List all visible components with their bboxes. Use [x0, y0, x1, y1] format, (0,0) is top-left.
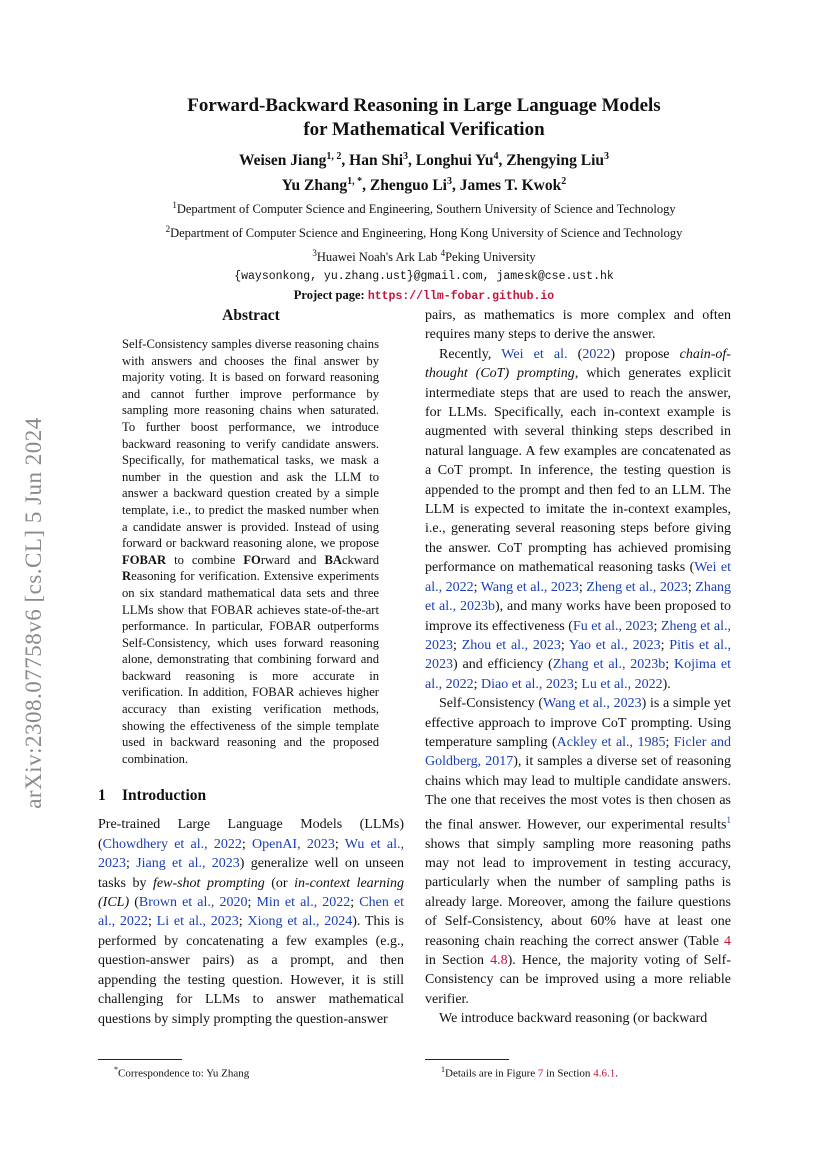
- paper-header: [90, 94, 758, 306]
- citation-link[interactable]: Yao et al., 2023: [569, 637, 661, 653]
- abstract-acronym-letter: BA: [324, 552, 342, 567]
- text-run: (: [567, 346, 583, 362]
- author-name: Yu Zhang: [281, 177, 348, 195]
- text-run: ;: [453, 637, 462, 653]
- cross-reference-link[interactable]: 4: [724, 933, 731, 949]
- italic-term: chain-of-thought (CoT) prompting: [425, 346, 731, 382]
- affil-mark: 2: [165, 223, 171, 234]
- section-number: 1: [98, 787, 106, 805]
- text-run: shows that simply sampling more reasoning paths may not lead to improvement in testing accuracy, particularly when the number of sampling paths is already large. Moreover, among the failure questions of Self-Consistency, about 60% have at least one reasoning chain reaching the correct answer (Table: [425, 836, 731, 949]
- author-affil-mark: 3: [446, 176, 452, 188]
- citation-link[interactable]: Zhang et al., 2023b: [552, 657, 666, 673]
- affil-text: Department of Computer Science and Engineering, Southern University of Science and Technology: [176, 202, 676, 217]
- author-affil-mark: 1, 2: [326, 151, 342, 162]
- citation-link[interactable]: Lu et al., 2022: [581, 676, 663, 692]
- footnote-mark: *: [114, 1065, 118, 1074]
- arxiv-stamp: [10, 378, 58, 848]
- citation-link[interactable]: Xiong et al., 2024: [247, 914, 353, 930]
- text-run: ;: [247, 895, 257, 911]
- citation-link[interactable]: Wu et al., 2023: [98, 836, 404, 872]
- text-run: We introduce backward reasoning (or backward: [439, 1011, 708, 1027]
- citation-link[interactable]: Kojima et al., 2022: [425, 657, 731, 692]
- footnote-text: Correspondence to: Yu Zhang: [118, 1067, 250, 1080]
- text-run: (: [129, 895, 139, 911]
- text-run: ;: [241, 836, 252, 852]
- affiliation-2: [90, 220, 758, 244]
- author-name: Longhui Yu: [415, 152, 494, 170]
- abstract-text: [122, 336, 379, 767]
- title-line-2: for Mathematical Verification: [303, 119, 545, 140]
- project-url-link[interactable]: https://llm-fobar.github.io: [367, 290, 555, 304]
- text-run: ). This is performed by concatenating a few examples (e.g., question-answer pairs) as a prompt, and then appending the testing question. However, it is still challenging for LLMs to answer mathematical questions by simply prompting the question-answer: [98, 914, 404, 1027]
- text-run: ;: [687, 579, 696, 595]
- text-run: ;: [473, 676, 481, 692]
- authors-line-1: Weisen Jiang$^{1, 2}$, Han Shi$^3$, Longhui Yu$^4$, Zhengying Liu$^3$: [238, 151, 609, 170]
- author-name: James T. Kwok: [459, 177, 562, 195]
- text-run: ;: [147, 914, 157, 930]
- text-run: ) generalize well on unseen tasks by: [98, 856, 405, 891]
- abstract-part: Self-Consistency samples diverse reasoning chains with answers and chooses the final answer by majority voting. It is based on forward reasoning and cannot further improve performance by sampling more reasoning chains when saturated. To further boost performance, we introduce backward reasoning to verify candidate answers. Specifically, for mathematical tasks, we mask a number in the question and ask the LLM to answer a backward question created by a simple template, i.e., to predict the masked number when a candidate answer is provided. Instead of using forward or backward reasoning alone, we propose: [122, 337, 379, 551]
- abstract-part: for verification. Extensive experiments on six standard mathematical data sets and three LLMs show that FOBAR achieves state-of-the-art performance. In particular, FOBAR outperforms Self-Consistency, which uses forward reasoning alone, demonstrating that combining forward and backward reasoning is more accurate in verification. In addition, FOBAR achieves higher accuracy than existing verification methods, showing the effectiveness of the simple template used in backward reasoning and the proposed combination.: [122, 569, 379, 766]
- title-line-1: Forward-Backward Reasoning in Large Language Models: [187, 95, 661, 116]
- text-run: ;: [653, 618, 661, 634]
- text-run: in Section: [425, 953, 491, 969]
- abstract-acronym-letter: R: [122, 569, 132, 584]
- citation-link[interactable]: Wei et al.: [501, 346, 568, 362]
- intro-paragraph-self-consistency: [425, 694, 731, 1009]
- abstract-part: rward and: [260, 552, 325, 567]
- affil-text: Huawei Noah's Ark Lab: [316, 249, 441, 264]
- intro-paragraph-1: [98, 815, 404, 1028]
- intro-paragraph-backward: [425, 1009, 731, 1028]
- citation-link[interactable]: Li et al., 2023: [156, 914, 239, 930]
- text-run: (or: [264, 875, 295, 891]
- paper-title: [90, 94, 758, 142]
- citation-link[interactable]: 2022: [582, 346, 611, 362]
- italic-term: few-shot prompting: [153, 875, 265, 891]
- citation-link[interactable]: Chen et al., 2022: [98, 895, 405, 930]
- footnote-rule-right: [425, 1059, 509, 1060]
- text-run: ), and many works have been proposed to improve its effectiveness (: [425, 599, 731, 634]
- text-run: ;: [660, 637, 670, 653]
- authors-line-2: Yu Zhang$^{1, *}$, Zhenguo Li$^3$, James T. Kwok$^2$: [281, 176, 567, 195]
- author-affil-mark: 2: [561, 176, 567, 188]
- citation-link[interactable]: Min et al., 2022: [256, 895, 351, 911]
- text-run: ).: [662, 676, 671, 692]
- author-emails: {waysonkong, yu.zhang.ust}@gmail.com, jamesk@cse.ust.hk: [234, 270, 614, 284]
- project-page: [90, 286, 758, 306]
- affil-mark: 1: [172, 200, 177, 211]
- author-name: Han Shi: [349, 152, 404, 170]
- text-run: ;: [126, 856, 137, 872]
- text-run: ;: [473, 579, 481, 595]
- text-run: ;: [560, 637, 570, 653]
- citation-link[interactable]: Zhou et al., 2023: [461, 637, 561, 653]
- text-run: ) and efficiency (: [453, 657, 553, 673]
- affil-mark: 4: [440, 247, 446, 258]
- citation-link[interactable]: Jiang et al., 2023: [136, 856, 240, 872]
- footnote-text: in Section: [543, 1067, 594, 1080]
- citation-link[interactable]: Fu et al., 2023: [572, 618, 654, 634]
- citation-link[interactable]: Wang et al., 2023: [543, 696, 642, 712]
- section-heading-introduction: [98, 786, 404, 806]
- citation-link[interactable]: Zheng et al., 2023: [425, 618, 731, 653]
- affil-text: Department of Computer Science and Engineering, Hong Kong University of Science and Technology: [170, 226, 683, 241]
- footnote-marker-link[interactable]: 1: [726, 814, 731, 825]
- affiliation-1: [90, 196, 758, 220]
- citation-link[interactable]: Diao et al., 2023: [481, 676, 574, 692]
- text-run: Pre-trained Large Language Models (LLMs) (: [98, 817, 404, 852]
- right-column: [425, 306, 731, 1029]
- text-run: ;: [578, 579, 587, 595]
- text-run: Recently,: [439, 346, 502, 362]
- text-run: , which generates explicit intermediate steps that are used to reach the answer, for LLMs. Specifically, each in-context example is augmented with several thinking steps described in natural language. A few examples are concatenated as a CoT prompt. In inference, the testing question is appended to the prompt and then fed to an LLM. The LLM is expected to imitate the in-context examples, i.e., generating several reasoning steps before giving the answer. CoT prompting has achieved promising performance on mathematical reasoning tasks (: [425, 366, 732, 576]
- author-affil-mark: 3: [604, 151, 609, 162]
- citation-link[interactable]: Wei et al., 2022: [425, 560, 731, 595]
- footnote-correspondence: [114, 1063, 249, 1081]
- citation-link[interactable]: Wang et al., 2023: [480, 579, 579, 595]
- text-run: ;: [350, 895, 360, 911]
- italic-term: in-context learning (ICL): [98, 875, 405, 911]
- text-run: Self-Consistency (: [439, 696, 544, 712]
- citation-link[interactable]: Ficler and Goldberg, 2017: [425, 734, 732, 770]
- citation-link[interactable]: Zhang et al., 2023b: [425, 579, 732, 615]
- intro-paragraph-cot: [425, 345, 731, 694]
- author-list: [90, 146, 758, 196]
- footnote-details: [441, 1063, 618, 1081]
- text-run: ). Hence, the majority voting of Self-Consistency can be improved using a more reliable verifier.: [425, 953, 731, 1007]
- section-reference-link[interactable]: 4.6.1: [593, 1067, 616, 1080]
- figure-reference-link[interactable]: 7: [537, 1067, 544, 1080]
- footnote-mark: 1: [441, 1065, 445, 1074]
- arxiv-stamp-text: arXiv:2308.07758v6 [cs.CL] 5 Jun 2024: [21, 417, 47, 809]
- intro-paragraph-continued: [425, 306, 731, 345]
- author-name: Zhenguo Li: [369, 177, 447, 195]
- abstract-part: easoning: [131, 569, 176, 584]
- citation-link[interactable]: Zheng et al., 2023: [586, 579, 688, 595]
- footnote-text: Details are in Figure: [445, 1067, 538, 1080]
- text-run: pairs, as mathematics is more complex and often requires many steps to derive the answer.: [425, 308, 731, 343]
- footnote-rule-left: [98, 1059, 182, 1060]
- text-run: ;: [238, 914, 248, 930]
- affil-mark: 3: [312, 247, 317, 258]
- citation-link[interactable]: Chowdhery et al., 2022: [102, 836, 242, 852]
- author-affil-mark: 4: [493, 151, 499, 162]
- affil-text: Peking University: [445, 249, 536, 264]
- citation-link[interactable]: Ackley et al., 1985: [556, 734, 666, 750]
- citation-link[interactable]: OpenAI, 2023: [252, 836, 335, 852]
- author-affil-mark: 3: [403, 151, 409, 162]
- cross-reference-link[interactable]: 4.8: [490, 953, 508, 969]
- section-title: Introduction: [122, 787, 207, 805]
- text-run: ;: [665, 657, 675, 673]
- citation-link[interactable]: Pitis et al., 2023: [425, 637, 732, 673]
- author-name: Zhengying Liu: [506, 152, 604, 170]
- text-run: ), it samples a diverse set of reasoning chains which may lead to multiple candidate answers. The one that receives the most votes is then chosen as the final answer. However, our experimental results: [425, 754, 732, 833]
- affiliation-3-4: [90, 244, 758, 268]
- text-run: ;: [334, 836, 345, 852]
- abstract-part: to combine: [166, 552, 244, 567]
- abstract-method-name: FOBAR: [122, 552, 167, 567]
- abstract-part: ckward: [341, 552, 379, 567]
- author-name: Weisen Jiang: [238, 152, 327, 170]
- abstract-acronym-letter: FO: [243, 552, 261, 567]
- text-run: ) is a simple yet effective approach to improve CoT prompting. Using temperature sampling (: [425, 696, 731, 750]
- footnote-text: .: [615, 1067, 618, 1080]
- left-column: [98, 306, 404, 1029]
- text-run: ;: [573, 676, 582, 692]
- author-affil-mark: 1, *: [347, 176, 363, 188]
- text-run: ;: [665, 734, 674, 750]
- project-label: Project page:: [293, 288, 368, 303]
- citation-link[interactable]: Brown et al., 2020: [138, 895, 248, 911]
- abstract-heading: Abstract: [222, 307, 280, 324]
- text-run: ) propose: [610, 346, 680, 362]
